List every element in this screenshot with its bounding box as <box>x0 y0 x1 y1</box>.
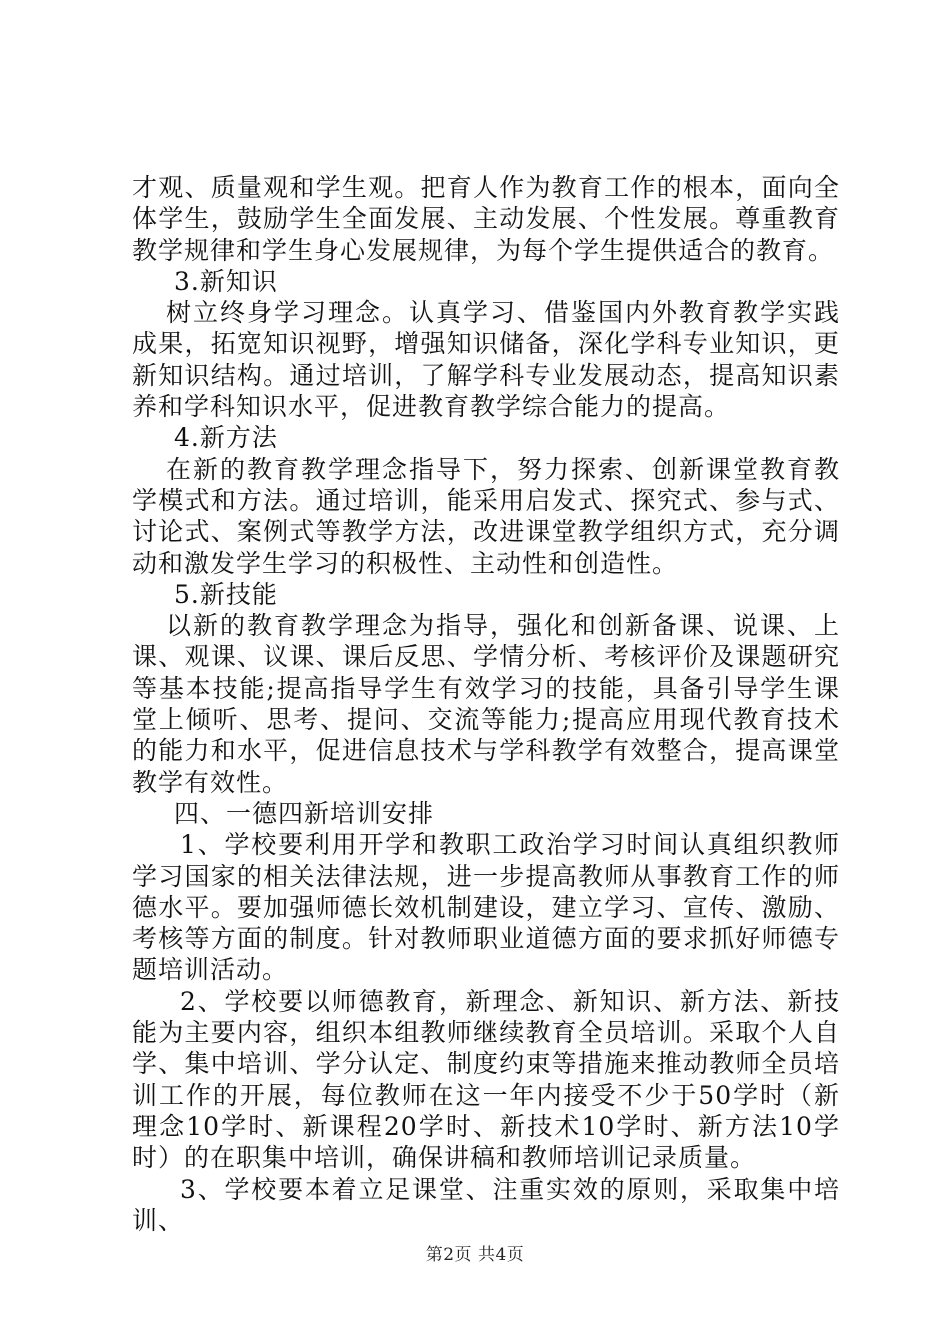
paragraph-arrangement-2: 2、学校要以师德教育，新理念、新知识、新方法、新技能为主要内容，组织本组教师继续教育全员培训。采取个人自学、集中培训、学分认定、制度约束等措施来推动教师全员培训工作的开展，每位教师在这一年内接受不少于50学时（新理念10学时、新课程20学时、新技术10学时、新方法10学时）的在职集中培训，确保讲稿和教师培训记录质量。 <box>132 986 840 1173</box>
section-heading-new-knowledge: 3.新知识 <box>174 266 278 296</box>
paragraph-arrangement-1: 1、学校要利用开学和教职工政治学习时间认真组织教师学习国家的相关法律法规，进一步提高教师从事教育工作的师德水平。要加强师德长效机制建设，建立学习、宣传、激励、考核等方面的制度。针对教师职业道德方面的要求抓好师德专题培训活动。 <box>132 830 840 985</box>
paragraph-continuation: 才观、质量观和学生观。把育人作为教育工作的根本，面向全体学生，鼓励学生全面发展、主动发展、个性发展。尊重教育教学规律和学生身心发展规律，为每个学生提供适合的教育。 <box>132 173 840 265</box>
paragraph-new-skills: 以新的教育教学理念为指导，强化和创新备课、说课、上课、观课、议课、课后反思、学情分析、考核评价及课题研究等基本技能;提高指导学生有效学习的技能，具备引导学生课堂上倾听、思考、提问、交流等能力;提高应用现代教育技术的能力和水平，促进信息技术与学科教学有效整合，提高课堂教学有效性。 <box>132 611 840 797</box>
paragraph-new-knowledge: 树立终身学习理念。认真学习、借鉴国内外教育教学实践成果，拓宽知识视野，增强知识储备，深化学科专业知识，更新知识结构。通过培训，了解学科专业发展动态，提高知识素养和学科知识水平，促进教育教学综合能力的提高。 <box>132 298 840 422</box>
section-heading-training-arrangement: 四、一德四新培训安排 <box>174 798 435 828</box>
section-heading-new-skills: 5.新技能 <box>174 579 278 609</box>
document-body <box>132 172 840 1236</box>
section-heading-new-methods: 4.新方法 <box>174 423 278 453</box>
paragraph-new-methods: 在新的教育教学理念指导下，努力探索、创新课堂教育教学模式和方法。通过培训，能采用启发式、探究式、参与式、讨论式、案例式等教学方法，改进课堂教学组织方式，充分调动和激发学生学习的积极性、主动性和创造性。 <box>132 454 840 578</box>
page-footer: 第2页 共4页 <box>425 1245 525 1265</box>
paragraph-arrangement-3: 3、学校要本着立足课堂、注重实效的原则，采取集中培训、 <box>132 1174 840 1235</box>
